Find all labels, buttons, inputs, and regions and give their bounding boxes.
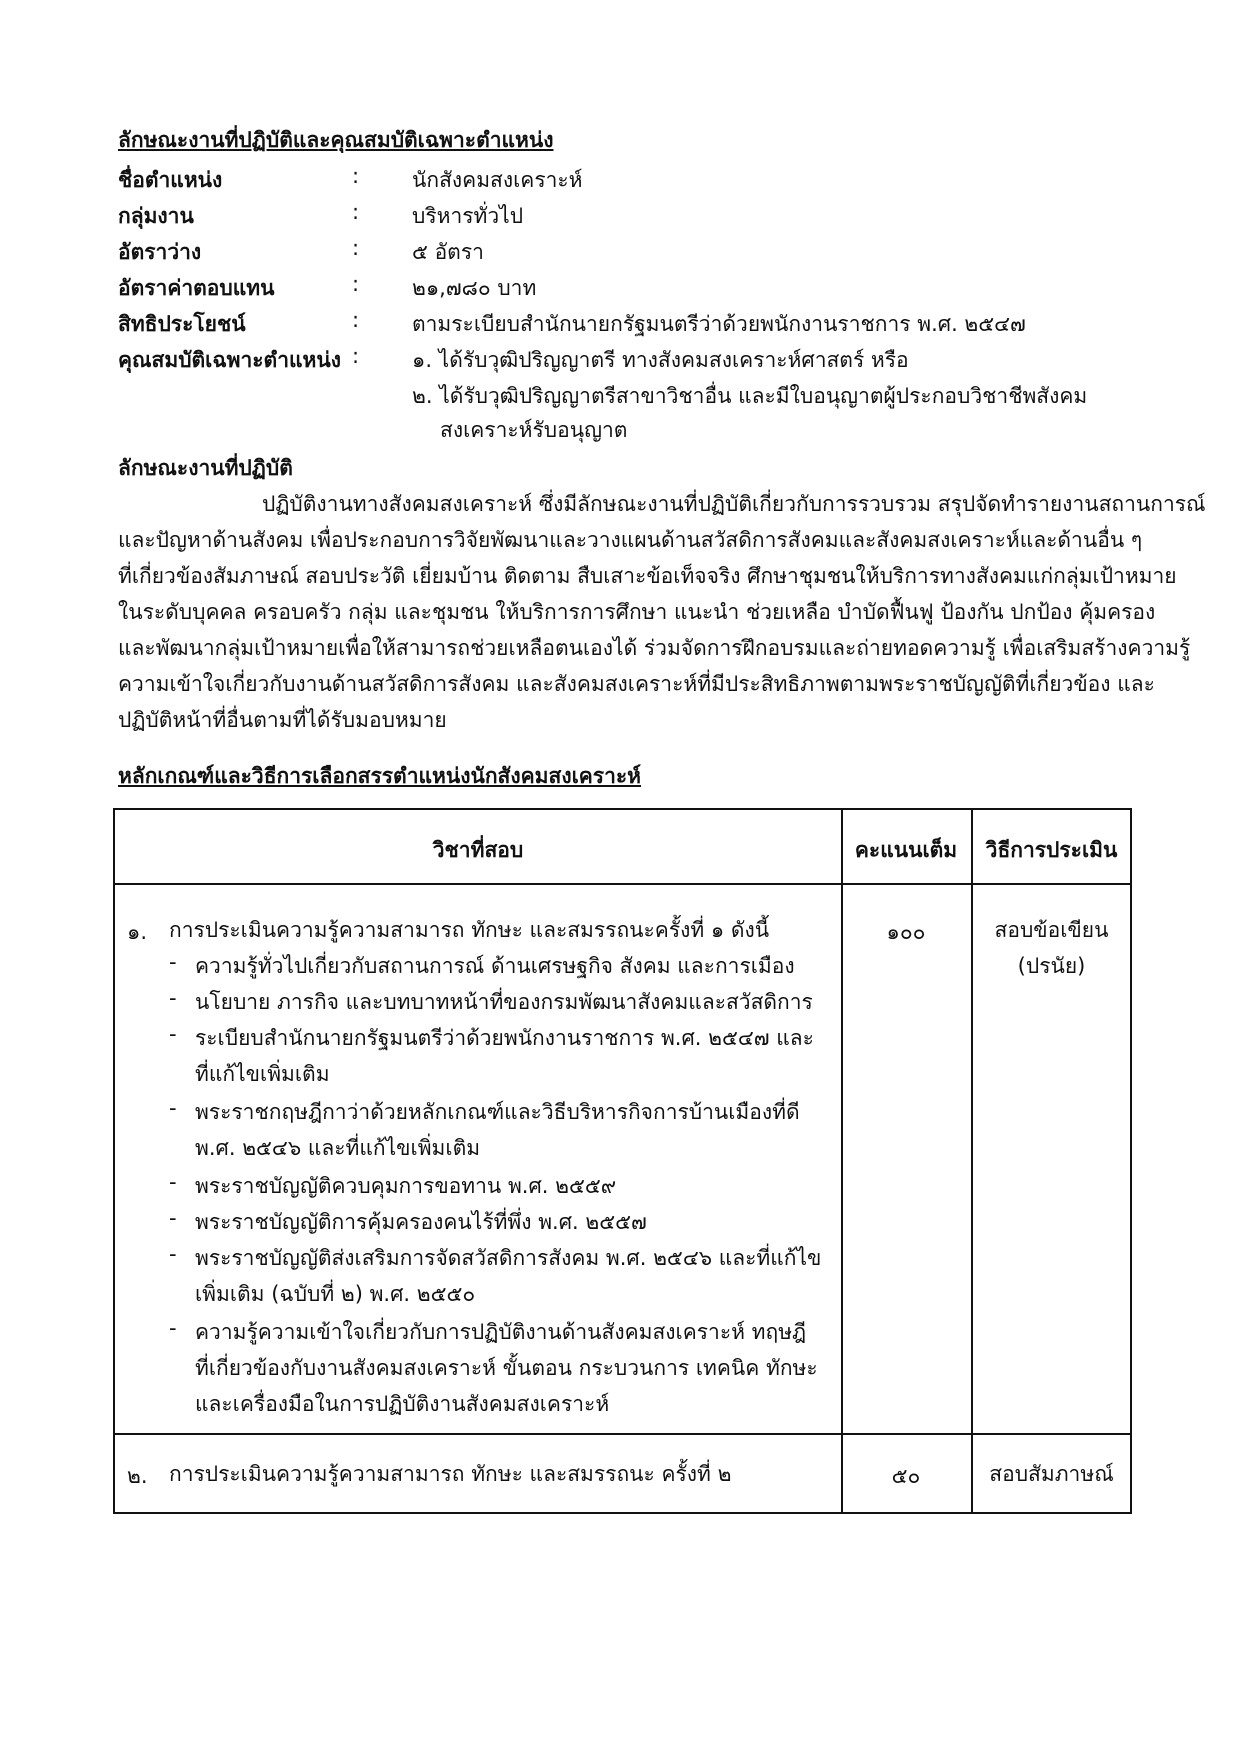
duties-line: และปัญหาด้านสังคม เพื่อประกอบการวิจัยพัฒนาและวางแผนด้านสวัสดิการสังคมและสังคมสงเคราะห์และด้านอื่น ๆ [118, 528, 1143, 552]
field-label: อัตราค่าตอบแทน [118, 276, 275, 300]
criteria-title: หลักเกณฑ์และวิธีการเลือกสรรตำแหน่งนักสังคมสงเคราะห์ [118, 764, 642, 788]
duties-line: ปฏิบัติหน้าที่อื่นตามที่ได้รับมอบหมาย [118, 708, 447, 732]
list-item-text: เพิ่มเติม (ฉบับที่ ๒) พ.ศ. ๒๕๕๐ [195, 1282, 476, 1306]
bullet-dash: - [169, 1206, 177, 1230]
qualification-2-line2: สงเคราะห์รับอนุญาต [440, 418, 628, 442]
field-label: คุณสมบัติเฉพาะตำแหน่ง [118, 348, 341, 372]
table-divider [115, 1433, 1130, 1435]
list-item-text: พระราชบัญญัติควบคุมการขอทาน พ.ศ. ๒๕๕๙ [195, 1174, 617, 1198]
field-value: ตามระเบียบสำนักนายกรัฐมนตรีว่าด้วยพนักงานราชการ พ.ศ. ๒๕๔๗ [412, 312, 1026, 336]
list-item-text: ที่เกี่ยวข้องกับงานสังคมสงเคราะห์ ขั้นตอน กระบวนการ เทคนิค ทักษะ [195, 1356, 818, 1380]
bullet-dash: - [169, 1170, 177, 1194]
list-item-text: พ.ศ. ๒๕๔๖ และที่แก้ไขเพิ่มเติม [195, 1136, 481, 1160]
bullet-dash: - [169, 1096, 177, 1120]
row-method: (ปรนัย) [1017, 954, 1086, 978]
field-colon: : [352, 344, 360, 368]
header-score: คะแนนเต็ม [854, 838, 958, 862]
bullet-dash: - [169, 986, 177, 1010]
bullet-dash: - [169, 1316, 177, 1340]
list-item-text: พระราชบัญญัติส่งเสริมการจัดสวัสดิการสังคม พ.ศ. ๒๕๔๖ และที่แก้ไข [195, 1246, 822, 1270]
list-item-text: และเครื่องมือในการปฏิบัติงานสังคมสงเคราะห์ [195, 1392, 610, 1416]
field-label: ชื่อตำแหน่ง [118, 168, 223, 192]
field-value: นักสังคมสงเคราะห์ [412, 168, 583, 192]
list-item-text: ความรู้ทั่วไปเกี่ยวกับสถานการณ์ ด้านเศรษฐกิจ สังคม และการเมือง [195, 954, 795, 978]
duties-line: ปฏิบัติงานทางสังคมสงเคราะห์ ซึ่งมีลักษณะงานที่ปฏิบัติเกี่ยวกับการรวบรวม สรุปจัดทำรายงานสถานการณ์ [262, 492, 1206, 516]
row-number: ๒. [127, 1464, 148, 1488]
field-label: อัตราว่าง [118, 240, 202, 264]
field-value: ๕ อัตรา [412, 240, 484, 264]
field-value: ๑. ได้รับวุฒิปริญญาตรี ทางสังคมสงเคราะห์ศาสตร์ หรือ [412, 348, 909, 372]
header-method: วิธีการประเมิน [985, 838, 1118, 862]
row-number: ๑. [127, 920, 148, 944]
duties-line: และพัฒนากลุ่มเป้าหมายเพื่อให้สามารถช่วยเหลือตนเองได้ ร่วมจัดการฝึกอบรมและถ่ายทอดความรู้ เพื่อเสริมสร้างความรู้ [118, 636, 1191, 660]
row-title: การประเมินความรู้ความสามารถ ทักษะ และสมรรถนะ ครั้งที่ ๒ [169, 1462, 732, 1486]
field-label: สิทธิประโยชน์ [118, 312, 246, 336]
row-score: ๕๐ [891, 1464, 921, 1488]
field-colon: : [352, 200, 360, 224]
field-colon: : [352, 308, 360, 332]
criteria-table [113, 808, 1132, 1514]
list-item-text: พระราชกฤษฎีกาว่าด้วยหลักเกณฑ์และวิธีบริหารกิจการบ้านเมืองที่ดี [195, 1100, 800, 1124]
row-score: ๑๐๐ [886, 920, 926, 944]
field-colon: : [352, 236, 360, 260]
bullet-dash: - [169, 950, 177, 974]
list-item-text: ที่แก้ไขเพิ่มเติม [195, 1062, 330, 1086]
field-colon: : [352, 164, 360, 188]
header-subject: วิชาที่สอบ [432, 838, 524, 862]
field-colon: : [352, 272, 360, 296]
table-divider [115, 883, 1130, 885]
list-item-text: ระเบียบสำนักนายกรัฐมนตรีว่าด้วยพนักงานราชการ พ.ศ. ๒๕๔๗ และ [195, 1026, 814, 1050]
row-method: สอบข้อเขียน [994, 918, 1109, 942]
duties-line: ความเข้าใจเกี่ยวกับงานด้านสวัสดิการสังคม และสังคมสงเคราะห์ที่มีประสิทธิภาพตามพระราชบัญญัติที่เกี่ยวข้อง และ [118, 672, 1155, 696]
field-label: กลุ่มงาน [118, 204, 194, 228]
duties-line: ที่เกี่ยวข้องสัมภาษณ์ สอบประวัติ เยี่ยมบ้าน ติดตาม สืบเสาะข้อเท็จจริง ศึกษาชุมชนให้บริการทางสังคมแก่กลุ่มเป้าหมาย [118, 564, 1177, 588]
list-item-text: นโยบาย ภารกิจ และบทบาทหน้าที่ของกรมพัฒนาสังคมและสวัสดิการ [195, 990, 813, 1014]
list-item-text: พระราชบัญญัติการคุ้มครองคนไร้ที่พึ่ง พ.ศ. ๒๕๕๗ [195, 1210, 647, 1234]
field-value: บริหารทั่วไป [412, 204, 524, 228]
section-title: ลักษณะงานที่ปฏิบัติและคุณสมบัติเฉพาะตำแหน่ง [118, 128, 554, 152]
bullet-dash: - [169, 1022, 177, 1046]
list-item-text: ความรู้ความเข้าใจเกี่ยวกับการปฏิบัติงานด้านสังคมสงเคราะห์ ทฤษฎี [195, 1320, 807, 1344]
row-title: การประเมินความรู้ความสามารถ ทักษะ และสมรรถนะครั้งที่ ๑ ดังนี้ [169, 918, 770, 942]
duties-title: ลักษณะงานที่ปฏิบัติ [118, 456, 293, 480]
field-value: ๒๑,๗๘๐ บาท [412, 276, 537, 300]
duties-line: ในระดับบุคคล ครอบครัว กลุ่ม และชุมชน ให้บริการการศึกษา แนะนำ ช่วยเหลือ บำบัดฟื้นฟู ป้องกัน ปกป้อง คุ้มครอง [118, 600, 1156, 624]
qualification-2-line1: ๒. ได้รับวุฒิปริญญาตรีสาขาวิชาอื่น และมีใบอนุญาตผู้ประกอบวิชาชีพสังคม [412, 384, 1088, 408]
row-method: สอบสัมภาษณ์ [989, 1462, 1114, 1486]
bullet-dash: - [169, 1242, 177, 1266]
